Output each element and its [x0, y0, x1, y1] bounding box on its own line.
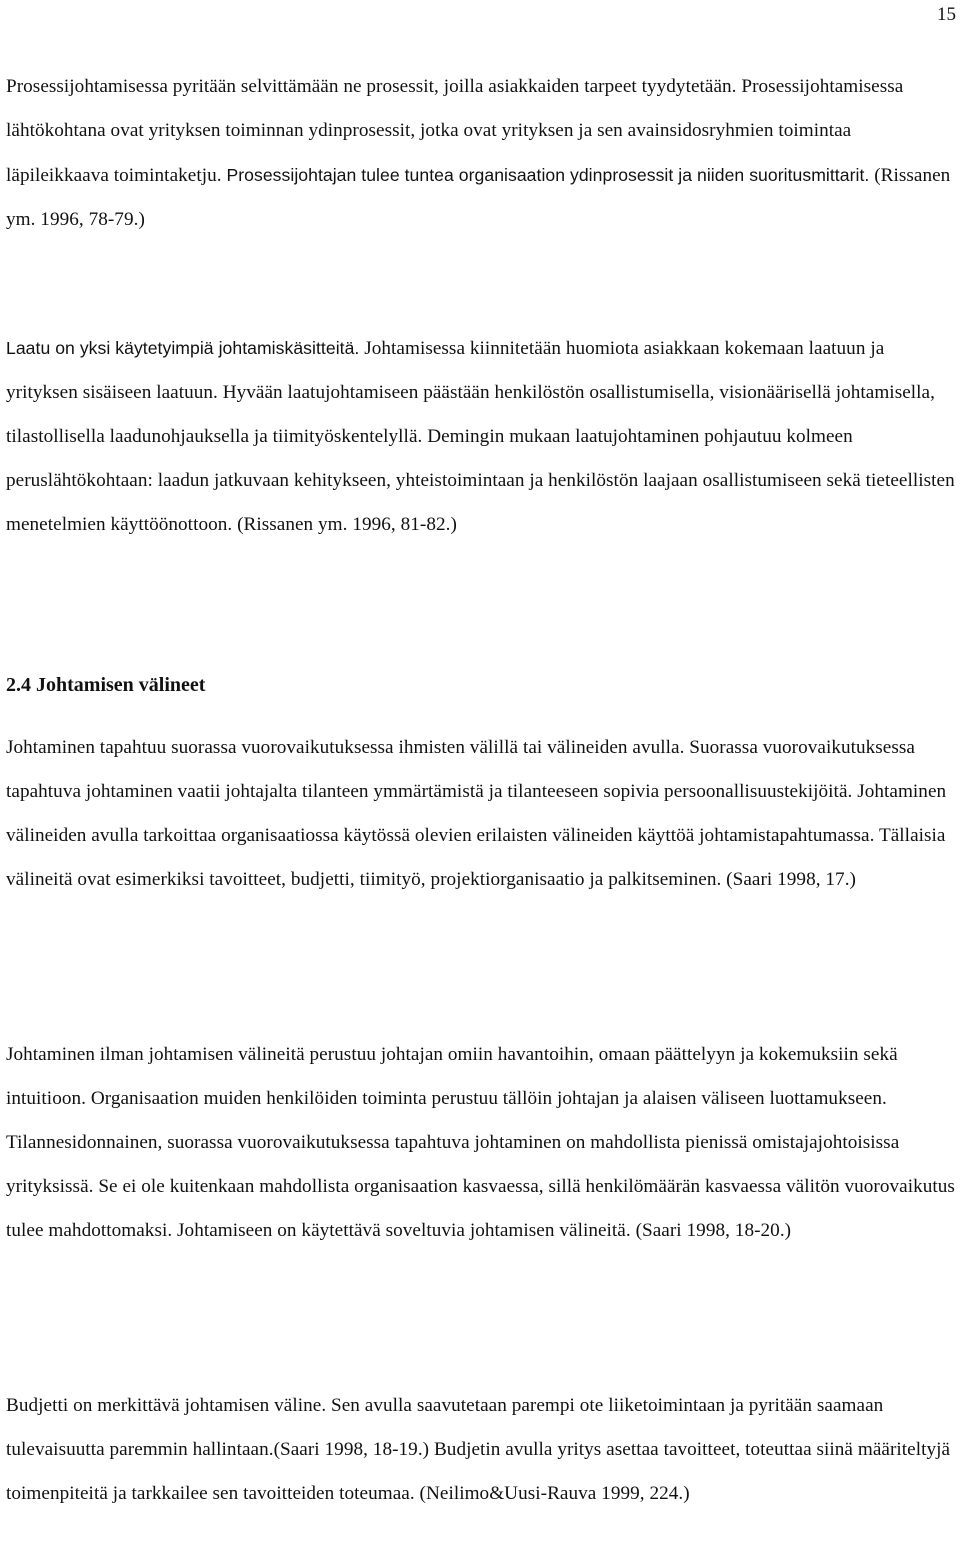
paragraph-quality-management — [6, 326, 958, 547]
section-title: Johtamisen välineet — [36, 674, 206, 696]
section-number: 2.4 — [6, 674, 31, 696]
paragraph-text-sans: Prosessijohtajan tulee tuntea organisaation ydinprosessit ja niiden suoritusmittarit. — [226, 165, 870, 185]
paragraph-process-management — [6, 65, 958, 242]
paragraph-text: Prosessijohtamisessa pyritään selvittämään ne prosessit, joilla asiakkaiden tarpeet tyydytetään. Prosessijohtamisessa lähtökohtana ovat yrityksen toiminnan ydinprosessit, jotka ovat yrityksen ja sen avainsidosryhmien toimintaa läpileikkaava toimintaketju. — [6, 76, 904, 186]
section-heading — [6, 671, 205, 699]
paragraph-text: Johtamisessa kiinnitetään huomiota asiakkaan kokemaan laatuun ja yrityksen sisäiseen laatuun. Hyvään laatujohtamiseen päästään henkilöstön osallistumisella, visionäärisellä johtamisella, tilastollisella laadunohjauksella ja tiimityöskentelyllä. Demingin mukaan laatujohtaminen pohjautuu kolmeen peruslähtökohtaan: laadun jatkuvaan kehitykseen, yhteistoimintaan ja henkilöstön laajaan osallistumiseen sekä tieteellisten menetelmien käyttöönottoon. (Rissanen ym. 1996, 81-82.) — [6, 338, 955, 535]
paragraph-management-without-tools: Johtaminen ilman johtamisen välineitä perustuu johtajan omiin havantoihin, omaan päättelyyn ja kokemuksiin sekä intuitioon. Organisaation muiden henkilöiden toiminta perustuu tällöin johtajan ja alaisen väliseen luottamukseen. Tilannesidonnainen, suorassa vuorovaikutuksessa tapahtuva johtaminen on mahdollista pienissä omistajajohtoisissa yrityksissä. Se ei ole kuitenkaan mahdollista organisaation kasvaessa, sillä henkilömäärän kasvaessa välitön vuorovaikutus tulee mahdottomaksi. Johtamiseen on käytettävä soveltuvia johtamisen välineitä. (Saari 1998, 18-20.) — [6, 1044, 955, 1241]
paragraph-management-tools: Johtaminen tapahtuu suorassa vuorovaikutuksessa ihmisten välillä tai välineiden avulla. Suorassa vuorovaikutuksessa tapahtuva johtaminen vaatii johtajalta tilanteen ymmärtämistä ja tilanteeseen sopivia persoonallisuustekijöitä. Johtaminen välineiden avulla tarkoittaa organisaatiossa käytössä olevien erilaisten välineiden käyttöä johtamistapahtumassa. Tällaisia välineitä ovat esimerkiksi tavoitteet, budjetti, tiimityö, projektiorganisaatio ja palkitseminen. (Saari 1998, 17.) — [6, 737, 947, 890]
paragraph-budget: Budjetti on merkittävä johtamisen väline. Sen avulla saavutetaan parempi ote liiketoimintaan ja pyritään saamaan tulevaisuutta paremmin hallintaan.(Saari 1998, 18-19.) Budjetin avulla yritys asettaa tavoitteet, toteuttaa siinä määriteltyjä toimenpiteitä ja tarkkailee sen tavoitteiden toteumaa. (Neilimo&Uusi-Rauva 1999, 224.) — [6, 1395, 951, 1504]
page-number: 15 — [937, 4, 956, 25]
citation: (Rissanen ym. 1996, 78-79.) — [6, 165, 951, 230]
paragraph-text-sans: Laatu on yksi käytetyimpiä johtamiskäsitteitä. — [6, 338, 360, 358]
